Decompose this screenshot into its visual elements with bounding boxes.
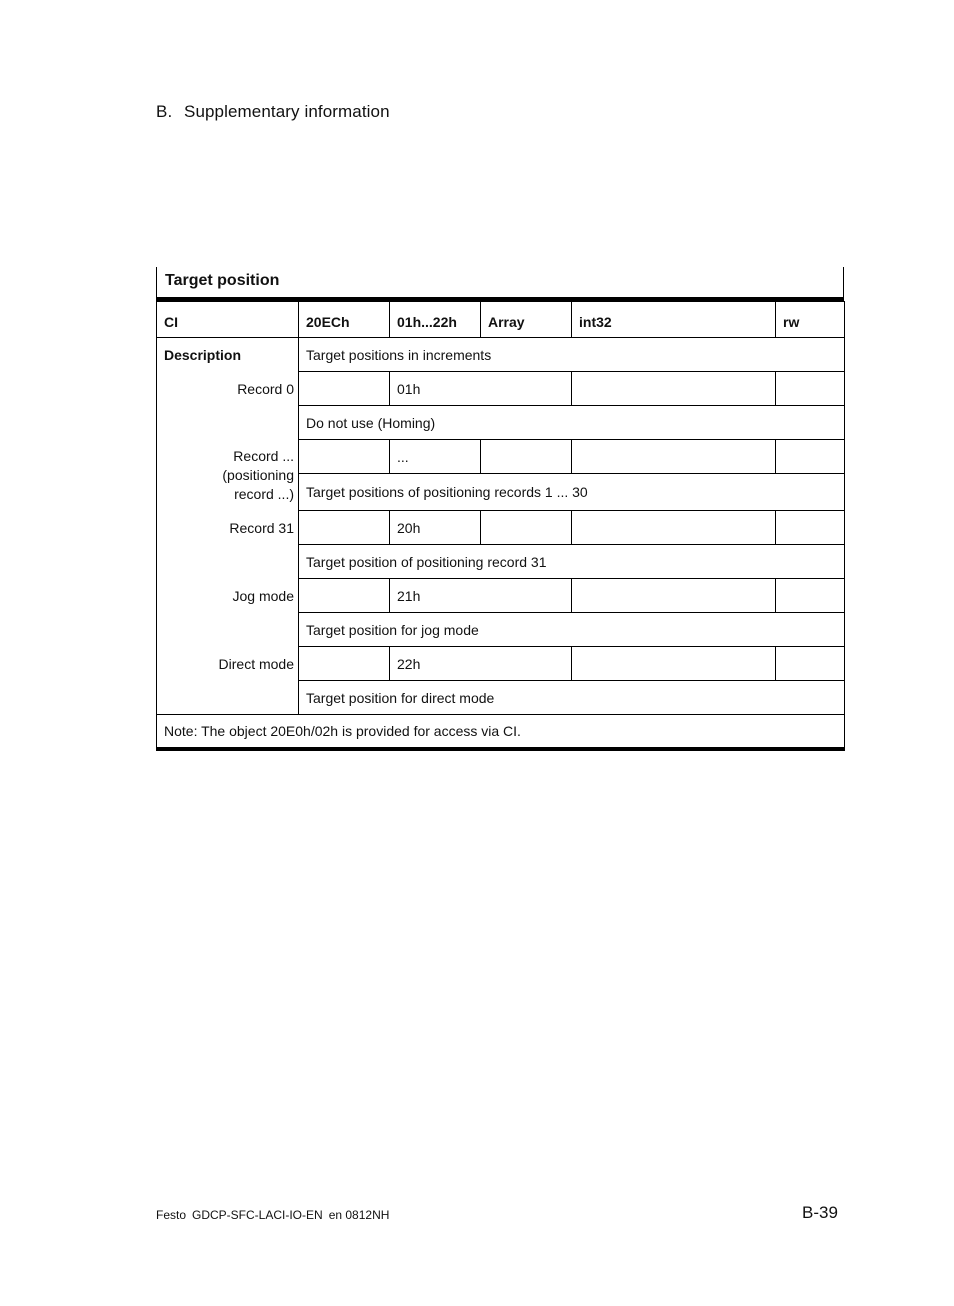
section-letter: B. xyxy=(156,102,173,121)
footer-version: en 0812NH xyxy=(328,1208,390,1222)
table-title: Target position xyxy=(156,267,844,301)
record-text: Target position of positioning record 31 xyxy=(299,545,845,579)
subindex-cell: 20h xyxy=(390,511,481,545)
table-header-row xyxy=(157,302,845,338)
description-row xyxy=(157,338,845,372)
footer-doc: GDCP-SFC-LACI-IO-EN xyxy=(192,1208,323,1222)
record-label-line: record ...) xyxy=(234,485,294,502)
header-cell-subindex: 01h...22h xyxy=(390,302,481,338)
section-header xyxy=(156,102,390,122)
empty-cell xyxy=(299,579,390,613)
table-row xyxy=(157,372,845,406)
record-label: Direct mode xyxy=(157,647,299,681)
empty-label xyxy=(157,681,299,715)
empty-cell xyxy=(572,440,776,474)
empty-cell xyxy=(776,647,845,681)
table-row xyxy=(157,511,845,545)
record-label: Record 0 xyxy=(157,372,299,406)
record-text: Target position for direct mode xyxy=(299,681,845,715)
description-label: Description xyxy=(157,338,299,372)
empty-cell xyxy=(776,579,845,613)
subindex-cell: 22h xyxy=(390,647,572,681)
empty-cell xyxy=(572,372,776,406)
header-cell-access: rw xyxy=(776,302,845,338)
record-label: Record 31 xyxy=(157,511,299,545)
table-row xyxy=(157,647,845,681)
note-row xyxy=(157,715,845,749)
empty-cell xyxy=(481,440,572,474)
empty-cell xyxy=(572,647,776,681)
empty-cell xyxy=(572,579,776,613)
record-text: Do not use (Homing) xyxy=(299,406,845,440)
empty-cell xyxy=(299,372,390,406)
table-row xyxy=(157,440,845,474)
empty-label xyxy=(157,545,299,579)
record-label-line: (positioning xyxy=(222,466,294,483)
footer-doc-info xyxy=(156,1208,395,1222)
page-number: B-39 xyxy=(802,1203,838,1222)
empty-cell xyxy=(299,647,390,681)
table-row xyxy=(157,613,845,647)
table-row xyxy=(157,681,845,715)
empty-cell xyxy=(572,511,776,545)
table-row xyxy=(157,545,845,579)
empty-cell xyxy=(776,440,845,474)
record-label xyxy=(157,440,299,511)
footer-brand: Festo xyxy=(156,1208,187,1222)
empty-cell xyxy=(299,440,390,474)
empty-cell xyxy=(776,511,845,545)
empty-cell xyxy=(299,511,390,545)
empty-cell xyxy=(776,372,845,406)
record-label-line: Record ... xyxy=(233,447,294,464)
table-note: Note: The object 20E0h/02h is provided for access via CI. xyxy=(157,715,845,749)
header-cell-class: Array xyxy=(481,302,572,338)
record-text: Target position for jog mode xyxy=(299,613,845,647)
record-text: Target positions of positioning records 1 ... 30 xyxy=(299,474,845,511)
subindex-cell: 21h xyxy=(390,579,572,613)
empty-label xyxy=(157,613,299,647)
header-cell-type: int32 xyxy=(572,302,776,338)
empty-cell xyxy=(481,511,572,545)
record-label: Jog mode xyxy=(157,579,299,613)
section-title: Supplementary information xyxy=(184,102,390,121)
header-cell-index: 20ECh xyxy=(299,302,390,338)
header-cell-ci: CI xyxy=(157,302,299,338)
subindex-cell: 01h xyxy=(390,372,572,406)
target-position-table xyxy=(156,267,844,751)
table-row xyxy=(157,406,845,440)
empty-label xyxy=(157,406,299,440)
table-row xyxy=(157,579,845,613)
subindex-cell: ... xyxy=(390,440,481,474)
description-text: Target positions in increments xyxy=(299,338,845,372)
